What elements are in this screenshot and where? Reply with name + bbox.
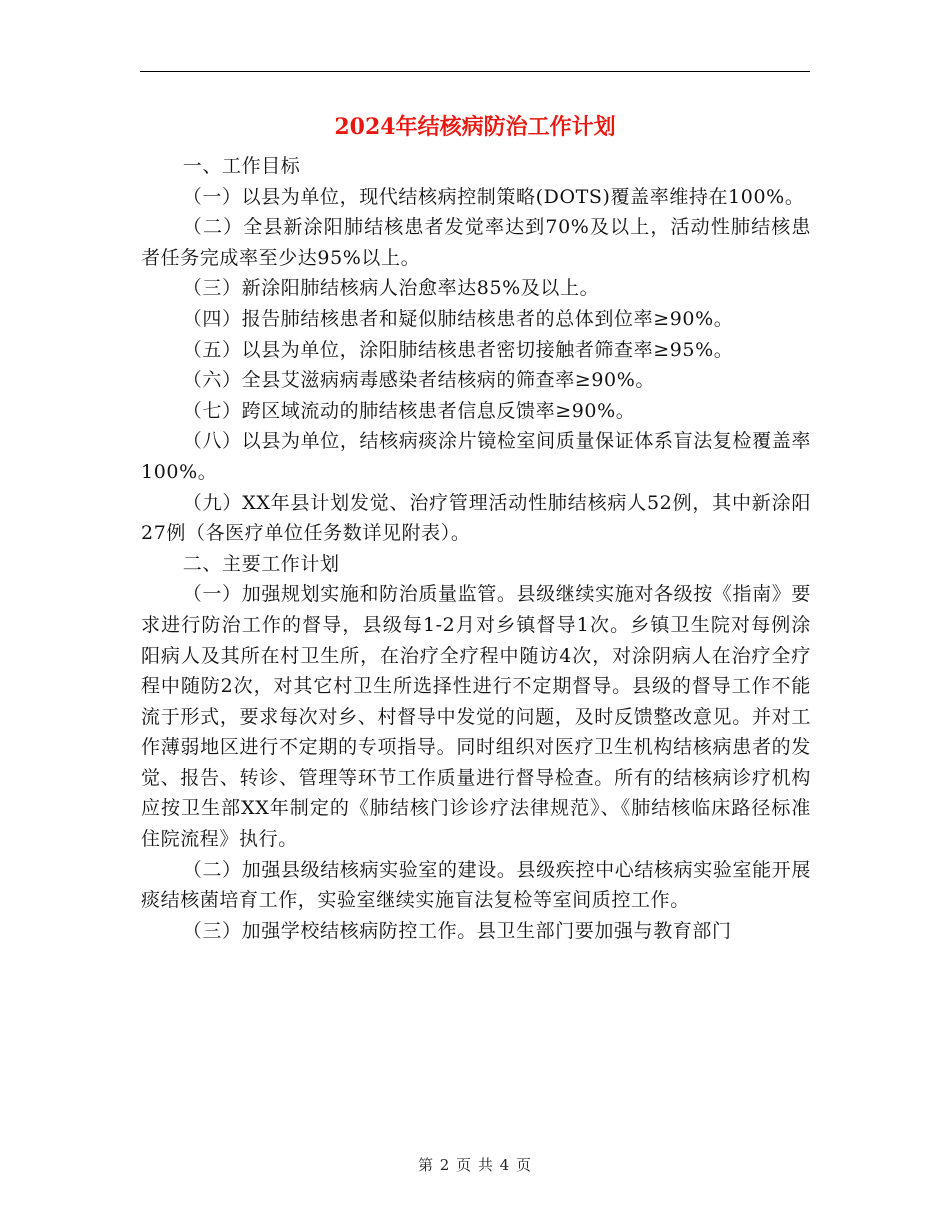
goal-item-8: （八）以县为单位，结核病痰涂片镜检室间质量保证体系盲法复检覆盖率100%。	[141, 430, 811, 483]
document-title: 2024年结核病防治工作计划	[334, 114, 616, 140]
plan-item-1: （一）加强规划实施和防治质量监管。县级继续实施对各级按《指南》要求进行防治工作的督导，县级每1-2月对乡镇督导1次。乡镇卫生院对每例涂阳病人及其所在村卫生所，在治疗全疗程中随访4次，对涂阴病人在治疗全疗程中随防2次，对其它村卫生所选择性进行不定期督导。县级的督导工作不能流于形式，要求每次对乡、村督导中发觉的问题，及时反馈整改意见。并对工作薄弱地区进行不定期的专项指导。同时组织对医疗卫生机构结核病患者的发觉、报告、转诊、管理等环节工作质量进行督导检查。所有的结核病诊疗机构应按卫生部XX年制定的《肺结核门诊诊疗法律规范》、《肺结核临床路径标准住院流程》执行。	[141, 583, 811, 851]
plan-item-2: （二）加强县级结核病实验室的建设。县级疾控中心结核病实验室能开展痰结核菌培育工作，实验室继续实施盲法复检等室间质控工作。	[141, 858, 811, 912]
plan-item-3: （三）加强学校结核病防控工作。县卫生部门要加强与教育部门	[182, 919, 732, 942]
section-heading-plan: 二、主要工作计划	[182, 552, 340, 575]
header-rule	[140, 71, 810, 72]
goal-item-2: （二）全县新涂阳肺结核患者发觉率达到70%及以上，活动性肺结核患者任务完成率至少达95%以上。	[141, 216, 811, 269]
document-body	[141, 151, 811, 946]
goal-item-9: （九）XX年县计划发觉、治疗管理活动性肺结核病人52例，其中新涂阳27例（各医疗单位任务数详见附表）。	[141, 491, 811, 545]
section-heading-goals: 一、工作目标	[182, 155, 301, 177]
goal-item-6: （六）全县艾滋病病毒感染者结核病的筛查率≥90%。	[182, 369, 655, 392]
goal-item-1: （一）以县为单位，现代结核病控制策略(DOTS)覆盖率维持在100%。	[182, 185, 805, 208]
goal-item-3: （三）新涂阳肺结核病人治愈率达85%及以上。	[182, 277, 600, 300]
goal-item-4: （四）报告肺结核患者和疑似肺结核患者的总体到位率≥90%。	[182, 307, 734, 330]
goal-item-5: （五）以县为单位，涂阳肺结核患者密切接触者筛查率≥95%。	[182, 338, 734, 361]
goal-item-7: （七）跨区域流动的肺结核患者信息反馈率≥90%。	[182, 399, 636, 422]
page-number-footer: 第 2 页 共 4 页	[418, 1156, 532, 1174]
